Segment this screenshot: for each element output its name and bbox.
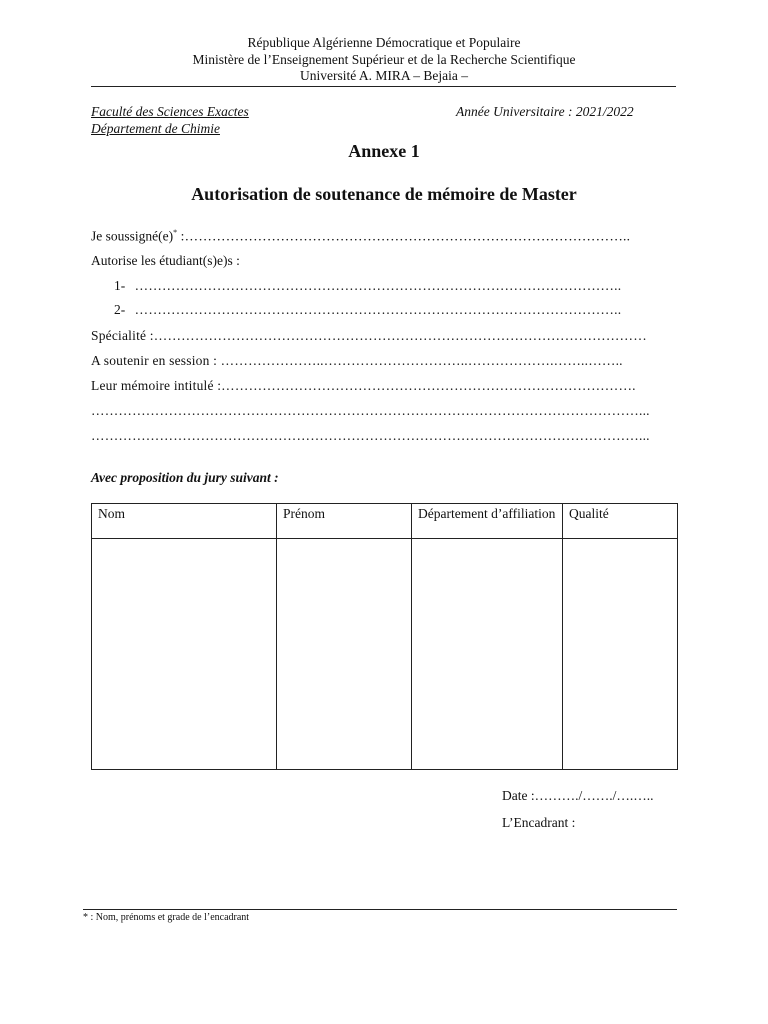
student-2-dots[interactable]: …………………………………………………………………………………………….. xyxy=(134,302,622,317)
footnote-mark: * xyxy=(173,228,178,237)
specialite-line[interactable]: Spécialité :……………………………………………………………………………………………… xyxy=(91,328,647,343)
soussigne-line xyxy=(91,228,630,245)
soussigne-dots[interactable]: :…………………………………………………………………………………….. xyxy=(177,228,631,244)
faculty-label: Faculté des Sciences Exactes xyxy=(91,104,249,119)
autorise-label: Autorise les étudiant(s)e)s : xyxy=(91,253,240,268)
footnote-divider xyxy=(83,909,677,910)
session-line[interactable]: A soutenir en session : …………………..…………………………..……………….……..…….. xyxy=(91,353,623,368)
memoire-line[interactable]: Leur mémoire intitulé :………………………………………………………………………………. xyxy=(91,378,636,393)
date-line[interactable]: Date :………./……./….….. xyxy=(502,788,654,803)
annex-title: Annexe 1 xyxy=(348,141,420,161)
jury-table-header-row xyxy=(92,504,678,539)
column-header-departement: Département d’affiliation xyxy=(412,504,563,539)
student-2-number: 2- xyxy=(114,302,126,317)
prenom-cell[interactable] xyxy=(277,539,412,770)
student-1-number: 1- xyxy=(114,278,126,293)
jury-table xyxy=(91,503,678,770)
footnote: * : Nom, prénoms et grade de l’encadrant xyxy=(83,912,250,923)
student-2-line xyxy=(114,302,621,318)
department-label: Département de Chimie xyxy=(91,121,220,136)
academic-year: Année Universitaire : 2021/2022 xyxy=(456,104,634,119)
header-republic: République Algérienne Démocratique et Populaire xyxy=(247,35,521,50)
jury-heading: Avec proposition du jury suivant : xyxy=(91,470,279,485)
nom-cell[interactable] xyxy=(92,539,277,770)
page-title: Autorisation de soutenance de mémoire de Master xyxy=(191,184,577,204)
departement-cell[interactable] xyxy=(412,539,563,770)
table-row xyxy=(92,539,678,770)
memoire-continuation-1[interactable]: …………………………………………………………………………………………………………... xyxy=(91,403,650,418)
column-header-qualite: Qualité xyxy=(563,504,678,539)
student-1-dots[interactable]: …………………………………………………………………………………………….. xyxy=(134,278,622,293)
column-header-nom: Nom xyxy=(92,504,277,539)
memoire-continuation-2[interactable]: …………………………………………………………………………………………………………... xyxy=(91,428,650,443)
header-divider xyxy=(91,86,676,87)
student-1-line xyxy=(114,278,621,294)
header-university: Université A. MIRA – Bejaia – xyxy=(300,68,468,83)
qualite-cell[interactable] xyxy=(563,539,678,770)
soussigne-label: Je soussigné(e) xyxy=(91,228,174,244)
column-header-prenom: Prénom xyxy=(277,504,412,539)
encadrant-label: L’Encadrant : xyxy=(502,815,576,830)
header-ministry: Ministère de l’Enseignement Supérieur et de la Recherche Scientifique xyxy=(192,52,576,67)
